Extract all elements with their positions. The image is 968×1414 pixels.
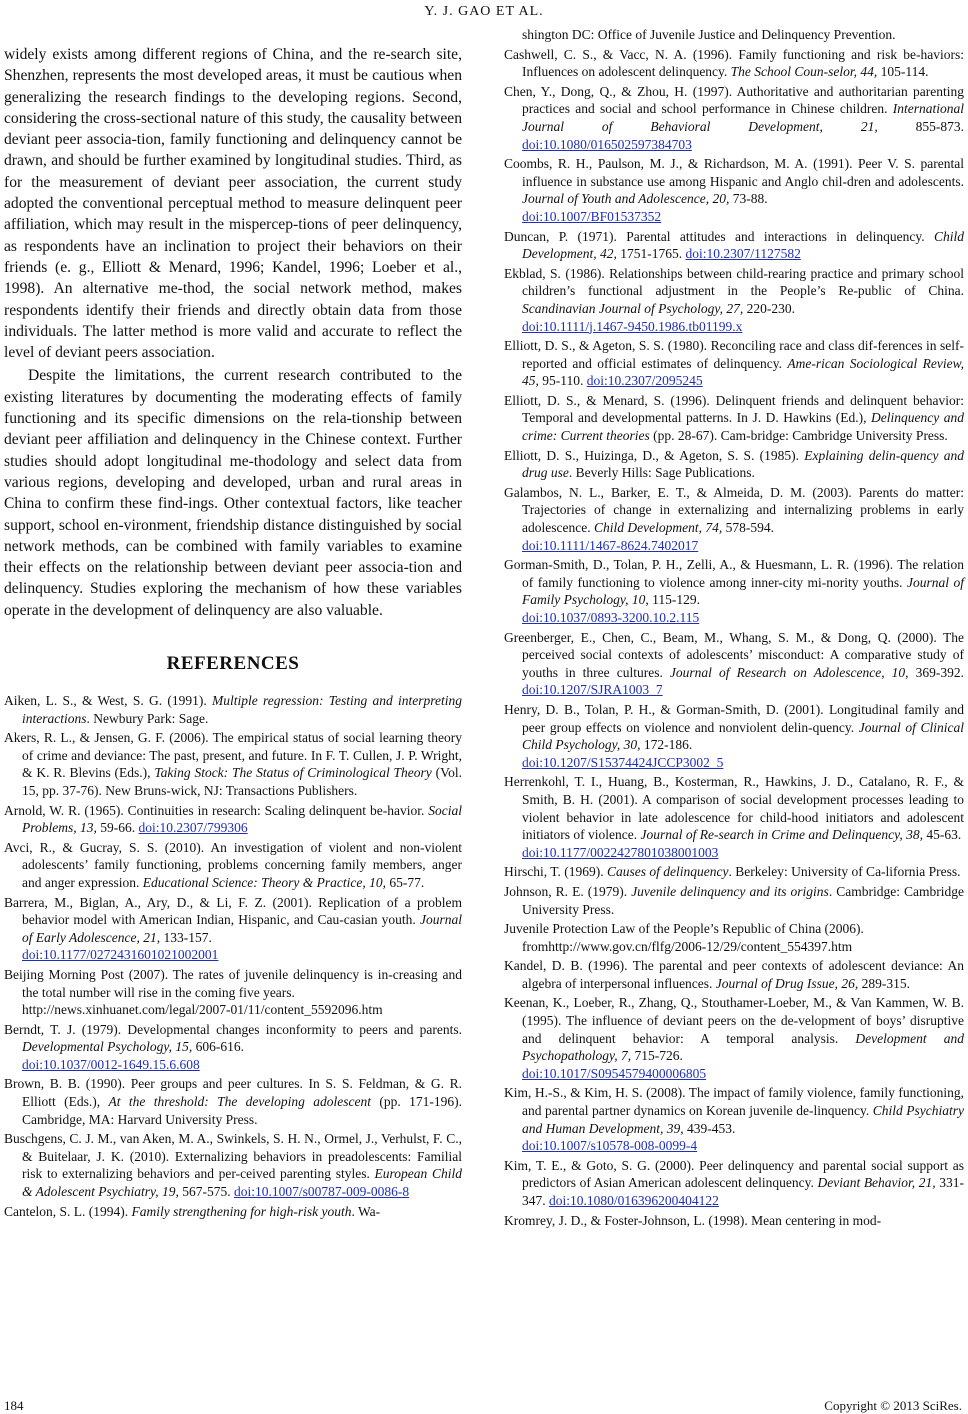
reference-source: Journal of Drug Issue, 26, bbox=[715, 975, 859, 991]
reference-text: Kandel, D. B. (1996). The parental and peer contexts of adolescent deviance: An algebra of interpersonal influences. bbox=[504, 958, 964, 991]
reference-pages: 59-66. bbox=[96, 820, 139, 836]
reference-pages: 1751-1765. bbox=[616, 246, 686, 262]
reference-entry bbox=[504, 26, 964, 44]
reference-pages: 133-157. bbox=[160, 929, 212, 945]
reference-source: At the threshold: The developing adolescent bbox=[108, 1094, 372, 1110]
reference-entry bbox=[504, 994, 964, 1082]
reference-text: Brown, B. B. (1990). Peer groups and peer cultures. In S. S. Feldman, & G. R. Elliott (Eds.), bbox=[4, 1076, 462, 1110]
reference-pages: . Beverly Hills: Sage Publications. bbox=[568, 465, 755, 481]
reference-pages: 95-110. bbox=[538, 373, 587, 389]
reference-text: Aiken, L. S., & West, S. G. (1991). bbox=[4, 693, 212, 709]
reference-source: Social Problems, 13, bbox=[22, 802, 462, 836]
reference-source: Child Development, 74, bbox=[593, 520, 723, 536]
reference-entry bbox=[504, 701, 964, 771]
reference-list bbox=[4, 692, 462, 1220]
reference-entry bbox=[504, 1084, 964, 1154]
reference-pages: 606-616. bbox=[192, 1039, 244, 1055]
references-heading: REFERENCES bbox=[166, 653, 300, 675]
reference-pages: (pp. 171-196). Cambridge, MA: Harvard University Press. bbox=[22, 1094, 462, 1127]
reference-entry bbox=[504, 957, 964, 992]
doi-link[interactable]: doi:10.1111/j.1467-9450.1986.tb01199.x bbox=[522, 318, 743, 334]
reference-source: Journal of Re-search in Crime and Delinquency, 38, bbox=[640, 827, 924, 843]
reference-text: Greenberger, E., Chen, C., Beam, M., Whang, S. M., & Dong, Q. (2000). The perceived social contexts of adolescents’ misconduct: A comparative study of youths in three cultures. bbox=[504, 629, 964, 680]
reference-entry bbox=[504, 228, 964, 263]
doi-link[interactable]: doi:10.1007/BF01537352 bbox=[522, 208, 662, 224]
doi-link[interactable]: doi:10.2307/799306 bbox=[138, 820, 248, 836]
reference-pages: 73-88. bbox=[729, 191, 768, 207]
reference-entry bbox=[504, 629, 964, 699]
doi-link[interactable]: doi:10.1111/1467-8624.7402017 bbox=[522, 537, 699, 553]
reference-pages: 65-77. bbox=[386, 874, 425, 890]
reference-text: Elliott, D. S., Huizinga, D., & Ageton, S. S. (1985). bbox=[504, 447, 805, 463]
page-number: 184 bbox=[4, 1398, 24, 1413]
reference-entry bbox=[504, 920, 964, 955]
reference-source: Family strengthening for high-risk youth bbox=[131, 1203, 352, 1219]
reference-source: Explaining delin-quency and drug use bbox=[522, 447, 964, 481]
doi-link[interactable]: doi:10.1007/s10578-008-0099-4 bbox=[522, 1138, 698, 1154]
doi-link[interactable]: doi:10.1207/S15374424JCCP3002_5 bbox=[522, 754, 724, 770]
reference-entry bbox=[4, 729, 462, 799]
reference-text: Kromrey, J. D., & Foster-Johnson, L. (1998). Mean centering in mod- bbox=[504, 1212, 882, 1228]
reference-source: Causes of delinquency bbox=[606, 864, 729, 880]
doi-link[interactable]: doi:10.1177/0022427801038001003 bbox=[522, 844, 719, 860]
reference-entry bbox=[504, 83, 964, 153]
reference-pages: 578-594. bbox=[722, 520, 774, 536]
reference-text: Cashwell, C. S., & Vacc, N. A. (1996). Family functioning and risk be-haviors: Influences on adolescent delinquency. bbox=[504, 46, 964, 80]
reference-pages: . Wa- bbox=[351, 1203, 381, 1219]
reference-pages: . Newbury Park: Sage. bbox=[86, 710, 209, 726]
reference-source: Deviant Behavior, 21, bbox=[817, 1175, 936, 1191]
reference-text: Kim, H.-S., & Kim, H. S. (2008). The impact of family violence, family functioning, and parental partner dynamics on Korean juvenile de-linquency. bbox=[504, 1085, 964, 1119]
reference-entry bbox=[504, 556, 964, 626]
doi-link[interactable]: doi:10.1017/S0954579400006805 bbox=[522, 1065, 707, 1081]
reference-source: The School Coun-selor, 44, bbox=[730, 64, 878, 80]
reference-source: Scandinavian Journal of Psychology, 27, bbox=[522, 300, 744, 316]
reference-text: Barrera, M., Biglan, A., Ary, D., & Li, F. Z. (2001). Replication of a problem behavior model with American Indian, Hispanic, and Cau-casian youth. bbox=[4, 894, 462, 928]
reference-pages: 331-347. bbox=[522, 1175, 964, 1208]
reference-pages: 369-392. bbox=[908, 664, 964, 680]
reference-source: Journal of Clinical Child Psychology, 30, bbox=[522, 719, 964, 753]
doi-link[interactable]: doi:10.1207/SJRA1003_7 bbox=[522, 682, 663, 698]
reference-source: Ame-rican Sociological Review, 45, bbox=[522, 355, 964, 389]
reference-pages: 439-453. bbox=[683, 1120, 736, 1136]
doi-link[interactable]: doi:10.1007/s00787-009-0086-8 bbox=[233, 1184, 410, 1200]
reference-text: Buschgens, C. J. M., van Aken, M. A., Swinkels, S. H. N., Ormel, J., Verhulst, F. C., & Buitelaar, J. K. (2010). Externalizing behaviors in preadolescents: Familial risk to externalizing behaviors and per-ceived parenting styles. bbox=[4, 1131, 462, 1182]
reference-text: Arnold, W. R. (1965). Continuities in research: Scaling delinquent be-havior. bbox=[4, 802, 429, 818]
reference-pages: 567-575. bbox=[178, 1184, 234, 1200]
reference-text: Johnson, R. E. (1979). bbox=[504, 883, 632, 899]
reference-pages: 45-63. bbox=[923, 827, 962, 843]
reference-entry bbox=[504, 863, 964, 881]
reference-source: Educational Science: Theory & Practice, 10, bbox=[142, 874, 387, 890]
reference-text: Beijing Morning Post (2007). The rates of juvenile delinquency is in-creasing and the total number will rise in the coming five years. bbox=[4, 966, 462, 1000]
copyright-notice: Copyright © 2013 SciRes. bbox=[824, 1398, 962, 1413]
reference-entry bbox=[4, 966, 462, 1019]
reference-source: Journal of Family Psychology, 10, bbox=[522, 574, 965, 608]
doi-link[interactable]: doi:10.1080/016502597384703 bbox=[522, 136, 692, 152]
reference-source: International Journal of Behavioral Development, 21, bbox=[522, 101, 964, 134]
reference-entry bbox=[4, 1203, 462, 1221]
reference-source: Multiple regression: Testing and interpreting interactions bbox=[22, 693, 462, 726]
reference-entry bbox=[504, 155, 964, 225]
reference-entry bbox=[4, 894, 462, 964]
reference-text: Berndt, T. J. (1979). Developmental changes inconformity to peers and parents. bbox=[4, 1021, 462, 1037]
reference-text: Cantelon, S. L. (1994). bbox=[4, 1203, 132, 1219]
reference-text: Kim, T. E., & Goto, S. G. (2000). Peer delinquency and parental social support as predictors of Asian American adolescent delinquency. bbox=[504, 1157, 964, 1191]
reference-source: Development and Psychopathology, 7, bbox=[522, 1030, 964, 1064]
reference-entry bbox=[504, 484, 964, 554]
reference-text: Duncan, P. (1971). Parental attitudes and interactions in delinquency. bbox=[504, 228, 934, 244]
doi-link[interactable]: doi:10.1037/0012-1649.15.6.608 bbox=[22, 1056, 200, 1072]
reference-pages: 289-315. bbox=[858, 975, 911, 991]
reference-source: European Child & Adolescent Psychiatry, 19, bbox=[22, 1166, 462, 1200]
reference-entry bbox=[504, 1157, 964, 1210]
reference-url: http://news.xinhuanet.com/legal/2007-01/11/content_5592096.htm bbox=[22, 1002, 383, 1018]
reference-text: Coombs, R. H., Paulson, M. J., & Richardson, M. A. (1991). Peer V. S. parental influence in substance use among Hispanic and Anglo chil-dren and adolescents. bbox=[504, 156, 964, 189]
reference-source: Developmental Psychology, 15, bbox=[22, 1039, 193, 1055]
reference-entry bbox=[504, 883, 964, 918]
reference-entry bbox=[504, 265, 964, 335]
reference-entry bbox=[4, 1021, 462, 1074]
reference-text: Ekblad, S. (1986). Relationships between child-rearing practice and primary school children’s functional adjustment in the People’s Re-public of China. bbox=[504, 265, 964, 299]
body-paragraph: Despite the limitations, the current research contributed to the existing literatures by documenting the moderating effects of family functioning and its specific dimensions on the rela-tionship between deviant peer affiliation and delinquency in the Chinese context. Further studies should adopt longitudinal me-thodology and select data from various regions, developing and developed, urban and rural areas in China to confirm these find-ings. Other contextual factors, like teacher support, school en-vironment, friendship distance distinguished by social network methods, can be combined with family variables to examine their effects on the relationship between deviant peer associa-tion and delinquency. Studies exploring the mechanism of how these variables operate in the development of delinquency are also valuable. bbox=[4, 367, 462, 619]
reference-pages: (Vol. 15, pp. 37-76). New Bruns-wick, NJ: Transactions Publishers. bbox=[22, 765, 462, 798]
reference-source: Child Development, 42, bbox=[522, 228, 964, 262]
reference-source: Delinquency and crime: Current theories bbox=[522, 410, 965, 444]
reference-entry bbox=[4, 839, 462, 892]
body-paragraph: widely exists among different regions of China, and the re-search site, Shenzhen, represents the most developed areas, it must be cautious when generalizing the research findings to the developing regions. Second, considering the cross-sectional nature of this study, the causality between deviant peer associa-tion, family functioning and delinquency cannot be drawn, and should be further examined by longitudinal studies. Third, as for the measurement of deviant peer association, the current study adopted the conventional perceptual method to measure delinquent peer affiliation, which may result in the mispercep-tions of peer delinquency, as respondents have an inclination to project their behaviors on their friends (e. g., Elliott & Menard, 1996; Kandel, 1996; Loeber et al., 1998). An alternative me-thod, the social network method, makes respondents identify their friends and directly obtain data from those individuals. The latter method is more valid and accurate to reflect the level of deviant peers association. bbox=[4, 46, 462, 362]
doi-link[interactable]: doi:10.2307/2095245 bbox=[586, 373, 703, 389]
reference-source: Taking Stock: The Status of Criminological Theory bbox=[154, 765, 432, 781]
reference-source: Journal of Youth and Adolescence, 20, bbox=[522, 191, 730, 207]
reference-text: Henry, D. B., Tolan, P. H., & Gorman-Smith, D. (2001). Longitudinal family and peer group effects on violence and nonviolent delin-quency. bbox=[504, 701, 964, 735]
reference-entry bbox=[504, 337, 964, 390]
right-column bbox=[504, 26, 964, 1231]
reference-pages: 115-129. bbox=[648, 592, 700, 608]
doi-link[interactable]: doi:10.1080/016396200404122 bbox=[549, 1193, 719, 1208]
reference-pages: 220-230. bbox=[743, 300, 795, 316]
reference-text: Herrenkohl, T. I., Huang, B., Kosterman, R., Hawkins, J. D., Catalano, R. F., & Smith, B. H. (2001). A comparison of social development processes leading to violent behavior in late adolescence for child-hood initiators and adolescent initiators of violence. bbox=[504, 774, 964, 843]
reference-text: Juvenile Protection Law of the People’s Republic of China (2006). bbox=[504, 921, 864, 937]
reference-entry bbox=[4, 802, 462, 837]
reference-pages: 105-114. bbox=[877, 64, 929, 80]
reference-source: Child Psychiatry and Human Development, 39, bbox=[522, 1103, 964, 1136]
reference-entry bbox=[504, 46, 964, 81]
doi-link[interactable]: doi:10.1037/0893-3200.10.2.115 bbox=[522, 610, 700, 625]
reference-entry bbox=[504, 392, 964, 445]
reference-pages: 855-873. bbox=[877, 118, 965, 134]
reference-pages: . Berkeley: University of Ca-lifornia Press. bbox=[728, 864, 961, 880]
left-column bbox=[4, 44, 462, 1222]
reference-source: Juvenile delinquency and its origins bbox=[631, 883, 829, 899]
reference-entry bbox=[504, 1212, 964, 1230]
running-head: Y. J. GAO ET AL. bbox=[424, 4, 544, 19]
reference-text: Avci, R., & Gucray, S. S. (2010). An investigation of violent and non-violent adolescents’ family functioning, problems concerning family members, anger and anger expression. bbox=[4, 839, 462, 890]
reference-url: fromhttp://www.gov.cn/flfg/2006-12/29/content_554397.htm bbox=[522, 938, 853, 954]
reference-text: Galambos, N. L., Barker, E. T., & Almeida, D. M. (2003). Parents do matter: Trajectories of change in externalizing and internalizing problems in early adolescence. bbox=[504, 484, 964, 536]
reference-text: Elliott, D. S., & Ageton, S. S. (1980). Reconciling race and class dif-ferences in self-reported and official estimates of delinquency. bbox=[504, 338, 964, 371]
reference-text: Hirschi, T. (1969). bbox=[504, 864, 607, 880]
reference-text: shington DC: Office of Juvenile Justice and Delinquency Prevention. bbox=[522, 27, 896, 42]
reference-source: Journal of Early Adolescence, 21, bbox=[22, 912, 462, 945]
reference-text: Keenan, K., Loeber, R., Zhang, Q., Stouthamer-Loeber, M., & Van Kammen, W. B. (1995). The influence of deviant peers on the de-velopment of boys’ disruptive and delinquent behavior: A temporal analysis. bbox=[504, 995, 964, 1046]
reference-pages: (pp. 28-67). Cam-bridge: Cambridge University Press. bbox=[649, 428, 948, 444]
reference-entry bbox=[4, 692, 462, 727]
reference-source: Journal of Research on Adolescence, 10, bbox=[669, 664, 909, 680]
reference-pages: . Cambridge: Cambridge University Press. bbox=[522, 883, 965, 917]
reference-text: Chen, Y., Dong, Q., & Zhou, H. (1997). Authoritative and authoritarian parenting practices and social and school performance in Chinese children. bbox=[504, 83, 964, 117]
reference-entry bbox=[4, 1130, 462, 1200]
doi-link[interactable]: doi:10.1177/0272431601021002001 bbox=[22, 947, 219, 963]
reference-entry bbox=[504, 447, 964, 482]
reference-entry bbox=[504, 773, 964, 861]
reference-text: Elliott, D. S., & Menard, S. (1996). Delinquent friends and delinquent behavior: Temporal and developmental patterns. In J. D. Hawkins (Ed.), bbox=[504, 392, 964, 426]
reference-pages: 172-186. bbox=[640, 737, 693, 753]
reference-text: Gorman-Smith, D., Tolan, P. H., Zelli, A., & Huesmann, L. R. (1996). The relation of family functioning to violence among inner-city mi-nority youths. bbox=[504, 557, 964, 590]
reference-pages: 715-726. bbox=[631, 1048, 683, 1064]
reference-text: Akers, R. L., & Jensen, G. F. (2006). The empirical status of social learning theory of crime and deviance: The past, present, and future. In F. T. Cullen, J. P. Wright, & K. R. Blevins (Eds.), bbox=[4, 730, 462, 781]
doi-link[interactable]: doi:10.2307/1127582 bbox=[685, 246, 801, 262]
reference-list bbox=[504, 26, 964, 1229]
reference-entry bbox=[4, 1075, 462, 1128]
